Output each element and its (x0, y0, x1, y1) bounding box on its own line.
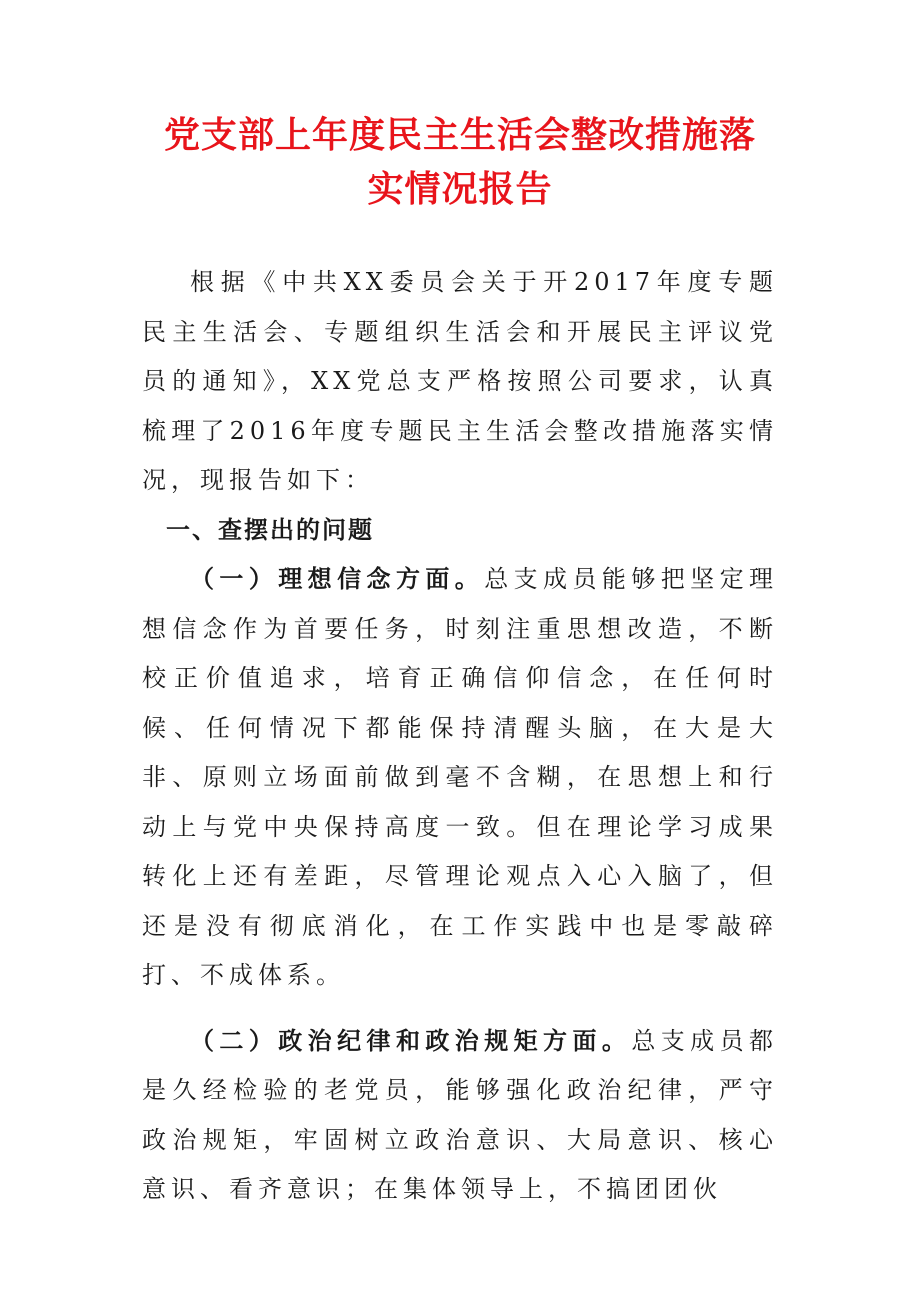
title-line-1: 党支部上年度民主生活会整改措施落 (163, 114, 756, 156)
document-title (130, 108, 790, 216)
section-heading: 一、查摆出的问题 (166, 515, 374, 544)
intro-paragraph: 根据《中共XX委员会关于开2017年度专题民主生活会、专题组织生活会和开展民主评议党员的通知》，XX党总支严格按照公司要求，认真梳理了2016年度专题民主生活会整改措施落实情况，现报告如下： (142, 268, 778, 494)
paragraph-gap (142, 1001, 778, 1017)
item-2-lead: （二）政治纪律和政治规矩方面。 (190, 1026, 632, 1055)
title-line-2: 实情况报告 (367, 168, 553, 210)
item-2-paragraph (142, 1017, 778, 1215)
item-2-text: 总支成员都是久经检验的老党员，能够强化政治纪律，严守政治规矩，牢固树立政治意识、大局意识、核心意识、看齐意识；在集体领导上，不搞团团伙 (142, 1026, 779, 1203)
item-1-lead: （一）理想信念方面。 (190, 565, 485, 593)
item-1-text: 总支成员能够把坚定理想信念作为首要任务，时刻注重思想改造，不断校正价值追求，培育正确信仰信念，在任何时候、任何情况下都能保持清醒头脑，在大是大非、原则立场面前做到毫不含糊，在思想上和行动上与党中央保持高度一致。但在理论学习成果转化上还有差距，尽管理论观点入心入脑了，但还是没有彻底消化，在工作实践中也是零敲碎打、不成体系。 (142, 565, 779, 989)
document-body (142, 258, 778, 1215)
item-1-paragraph (142, 555, 778, 1001)
